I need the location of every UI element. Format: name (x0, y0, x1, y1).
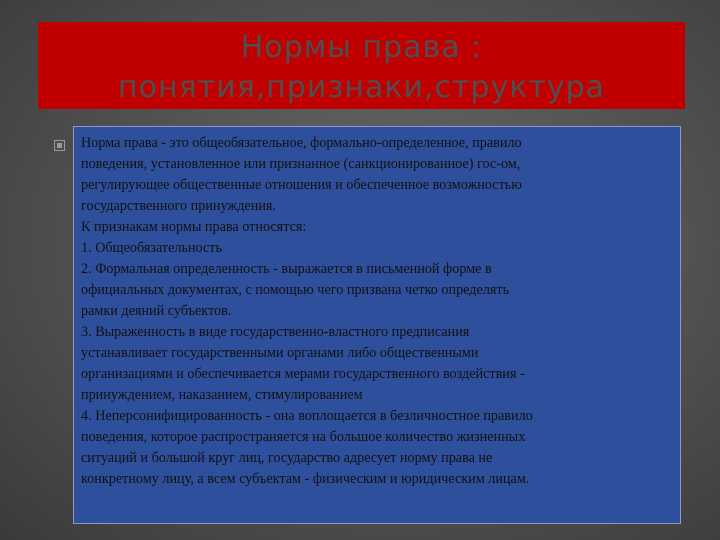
body-line: 1. Общеобязательность (81, 240, 222, 256)
body-line: рамки деяний субъектов. (81, 303, 232, 319)
slide-title-line-2: понятия,признаки,структура (118, 70, 605, 105)
body-line: К признакам нормы права относятся: (81, 219, 307, 235)
body-line: устанавливает государственными органами либо общественными (81, 345, 479, 361)
slide-content-box (73, 126, 681, 524)
body-line: 3. Выраженность в виде государственно-властного предписания (81, 324, 470, 340)
slide-title-box (38, 22, 685, 109)
slide-title-line-1: Нормы права : (240, 30, 483, 65)
body-line: конкретному лицу, а всем субъектам - физическим и юридическим лицам. (81, 471, 530, 487)
body-line: поведения, установленное или признанное (санкционированное) гос-ом, (81, 156, 521, 172)
body-line: 4. Неперсонифицированность - она воплощается в безличностное правило (81, 408, 533, 424)
body-line: поведения, которое распространяется на большое количество жизненных (81, 429, 526, 445)
body-line: регулирующее общественные отношения и обеспеченное возможностью (81, 177, 522, 193)
body-line: организациями и обеспечивается мерами государственного воздействия - (81, 366, 525, 382)
body-line: 2. Формальная определенность - выражается в письменной форме в (81, 261, 492, 277)
body-line: ситуаций и большой круг лиц, государство адресует норму права не (81, 450, 493, 466)
body-line: государственного принуждения. (81, 198, 276, 214)
body-line: официальных документах, с помощью чего призвана четко определять (81, 282, 510, 298)
square-bullet-icon (54, 140, 65, 151)
body-line: Норма права - это общеобязательное, формально-определенное, правило (81, 135, 522, 151)
body-line: принуждением, наказанием, стимулированием (81, 387, 363, 403)
